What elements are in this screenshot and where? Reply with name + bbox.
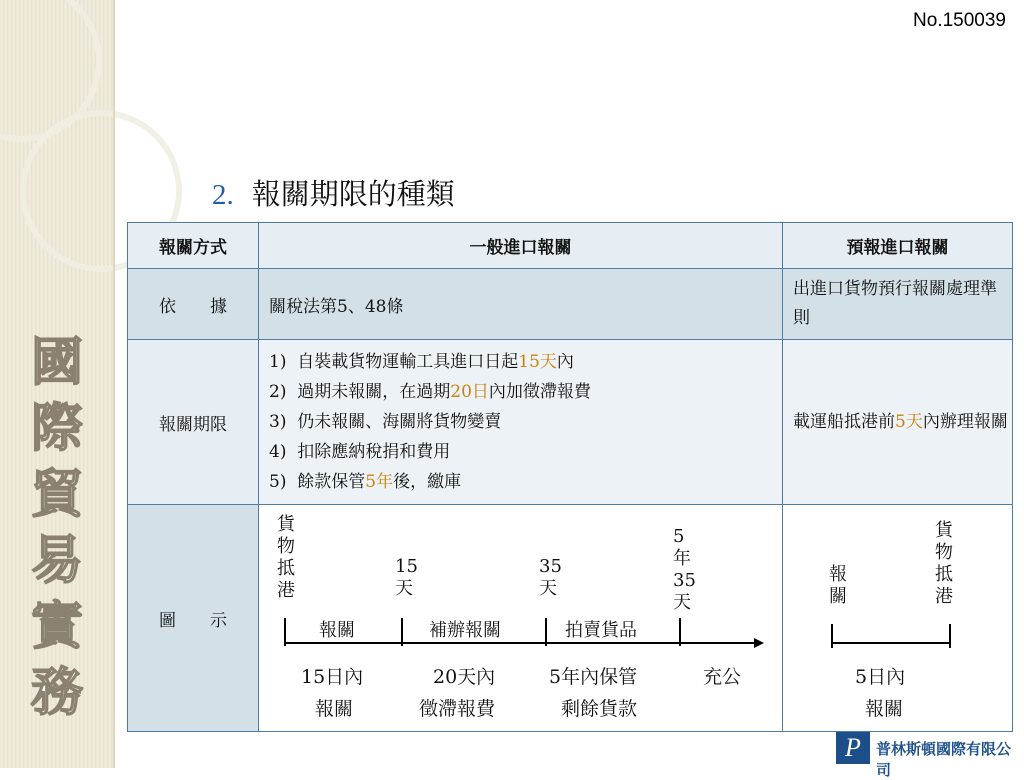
general-timeline-diagram [259,506,782,730]
label-declare-bottom: 報關 [865,698,904,720]
header-cell: 一般進口報關 [259,223,783,269]
list-item: 5) 餘款保管5年後，繳庫 [269,472,462,492]
label-within-15-days: 15日內 [301,666,364,688]
label-late-fee: 徵滯報費 [419,698,496,720]
page-title [212,172,455,213]
row-label: 報關期限 [128,340,259,505]
slide-number: No.150039 [913,10,1006,31]
timeline-tick [831,624,833,648]
label-segment-auction: 拍賣貨品 [565,620,637,641]
label-goods-arrival: 貨物抵港 [277,514,295,601]
timeline-axis [284,642,754,644]
sidebar-title: 國 際 貿 易 實 務 [30,332,83,723]
label-confiscated: 充公 [703,666,742,688]
label-remaining-funds: 剩餘貨款 [561,698,638,720]
title-text: 報關期限的種類 [251,177,455,211]
list-item: 4) 扣除應納稅捐和費用 [269,442,451,462]
cell-general-basis: 關稅法第5、48條 [259,269,783,340]
cell-preliminary-deadline: 載運船抵港前5天內辦理報關 [783,340,1013,505]
company-name: 普林斯頓國際有限公司 [876,740,1012,779]
label-goods-arrival: 貨物抵港 [935,520,953,607]
table-row [128,340,1013,505]
row-label: 圖 示 [128,505,259,732]
title-number: 2. [212,179,234,211]
label-15-days: 15天 [395,556,418,599]
list-item: 3) 仍未報關、海關將貨物變賣 [269,412,502,432]
timeline-axis [831,642,951,644]
header-cell: 預報進口報關 [783,223,1013,269]
cell-general-deadline [259,340,783,505]
list-item: 1) 自裝載貨物運輸工具進口日起15天內 [269,352,574,372]
label-within-20-days: 20天內 [433,666,496,688]
row-label: 依 據 [128,269,259,340]
preliminary-timeline-diagram [783,506,1012,730]
sidebar-background [0,0,113,768]
label-within-5-days: 5日內 [855,666,906,688]
cell-preliminary-basis: 出進口貨物預行報關處理準則 [783,269,1013,340]
cell-preliminary-diagram [783,505,1013,732]
cell-general-diagram [259,505,783,732]
table-row [128,505,1013,732]
label-35-days: 35天 [539,556,562,599]
header-cell: 報關方式 [128,223,259,269]
label-segment-declare: 報關 [319,620,355,641]
table-header-row [128,223,1013,269]
customs-deadline-table [127,222,1013,732]
label-declare: 報關 [315,698,354,720]
sidebar-edge [113,0,115,768]
label-5-years-35-days: 5年35天 [673,526,696,613]
timeline-tick [949,624,951,648]
label-segment-supplementary: 補辦報關 [429,620,501,641]
label-declare: 報關 [829,564,847,607]
company-logo-icon: P [836,732,870,764]
table-row [128,269,1013,340]
timeline-arrowhead [754,638,764,648]
list-item: 2) 過期未報關，在過期20日內加徵滯報費 [269,382,591,402]
label-within-5-years: 5年內保管 [549,666,638,688]
